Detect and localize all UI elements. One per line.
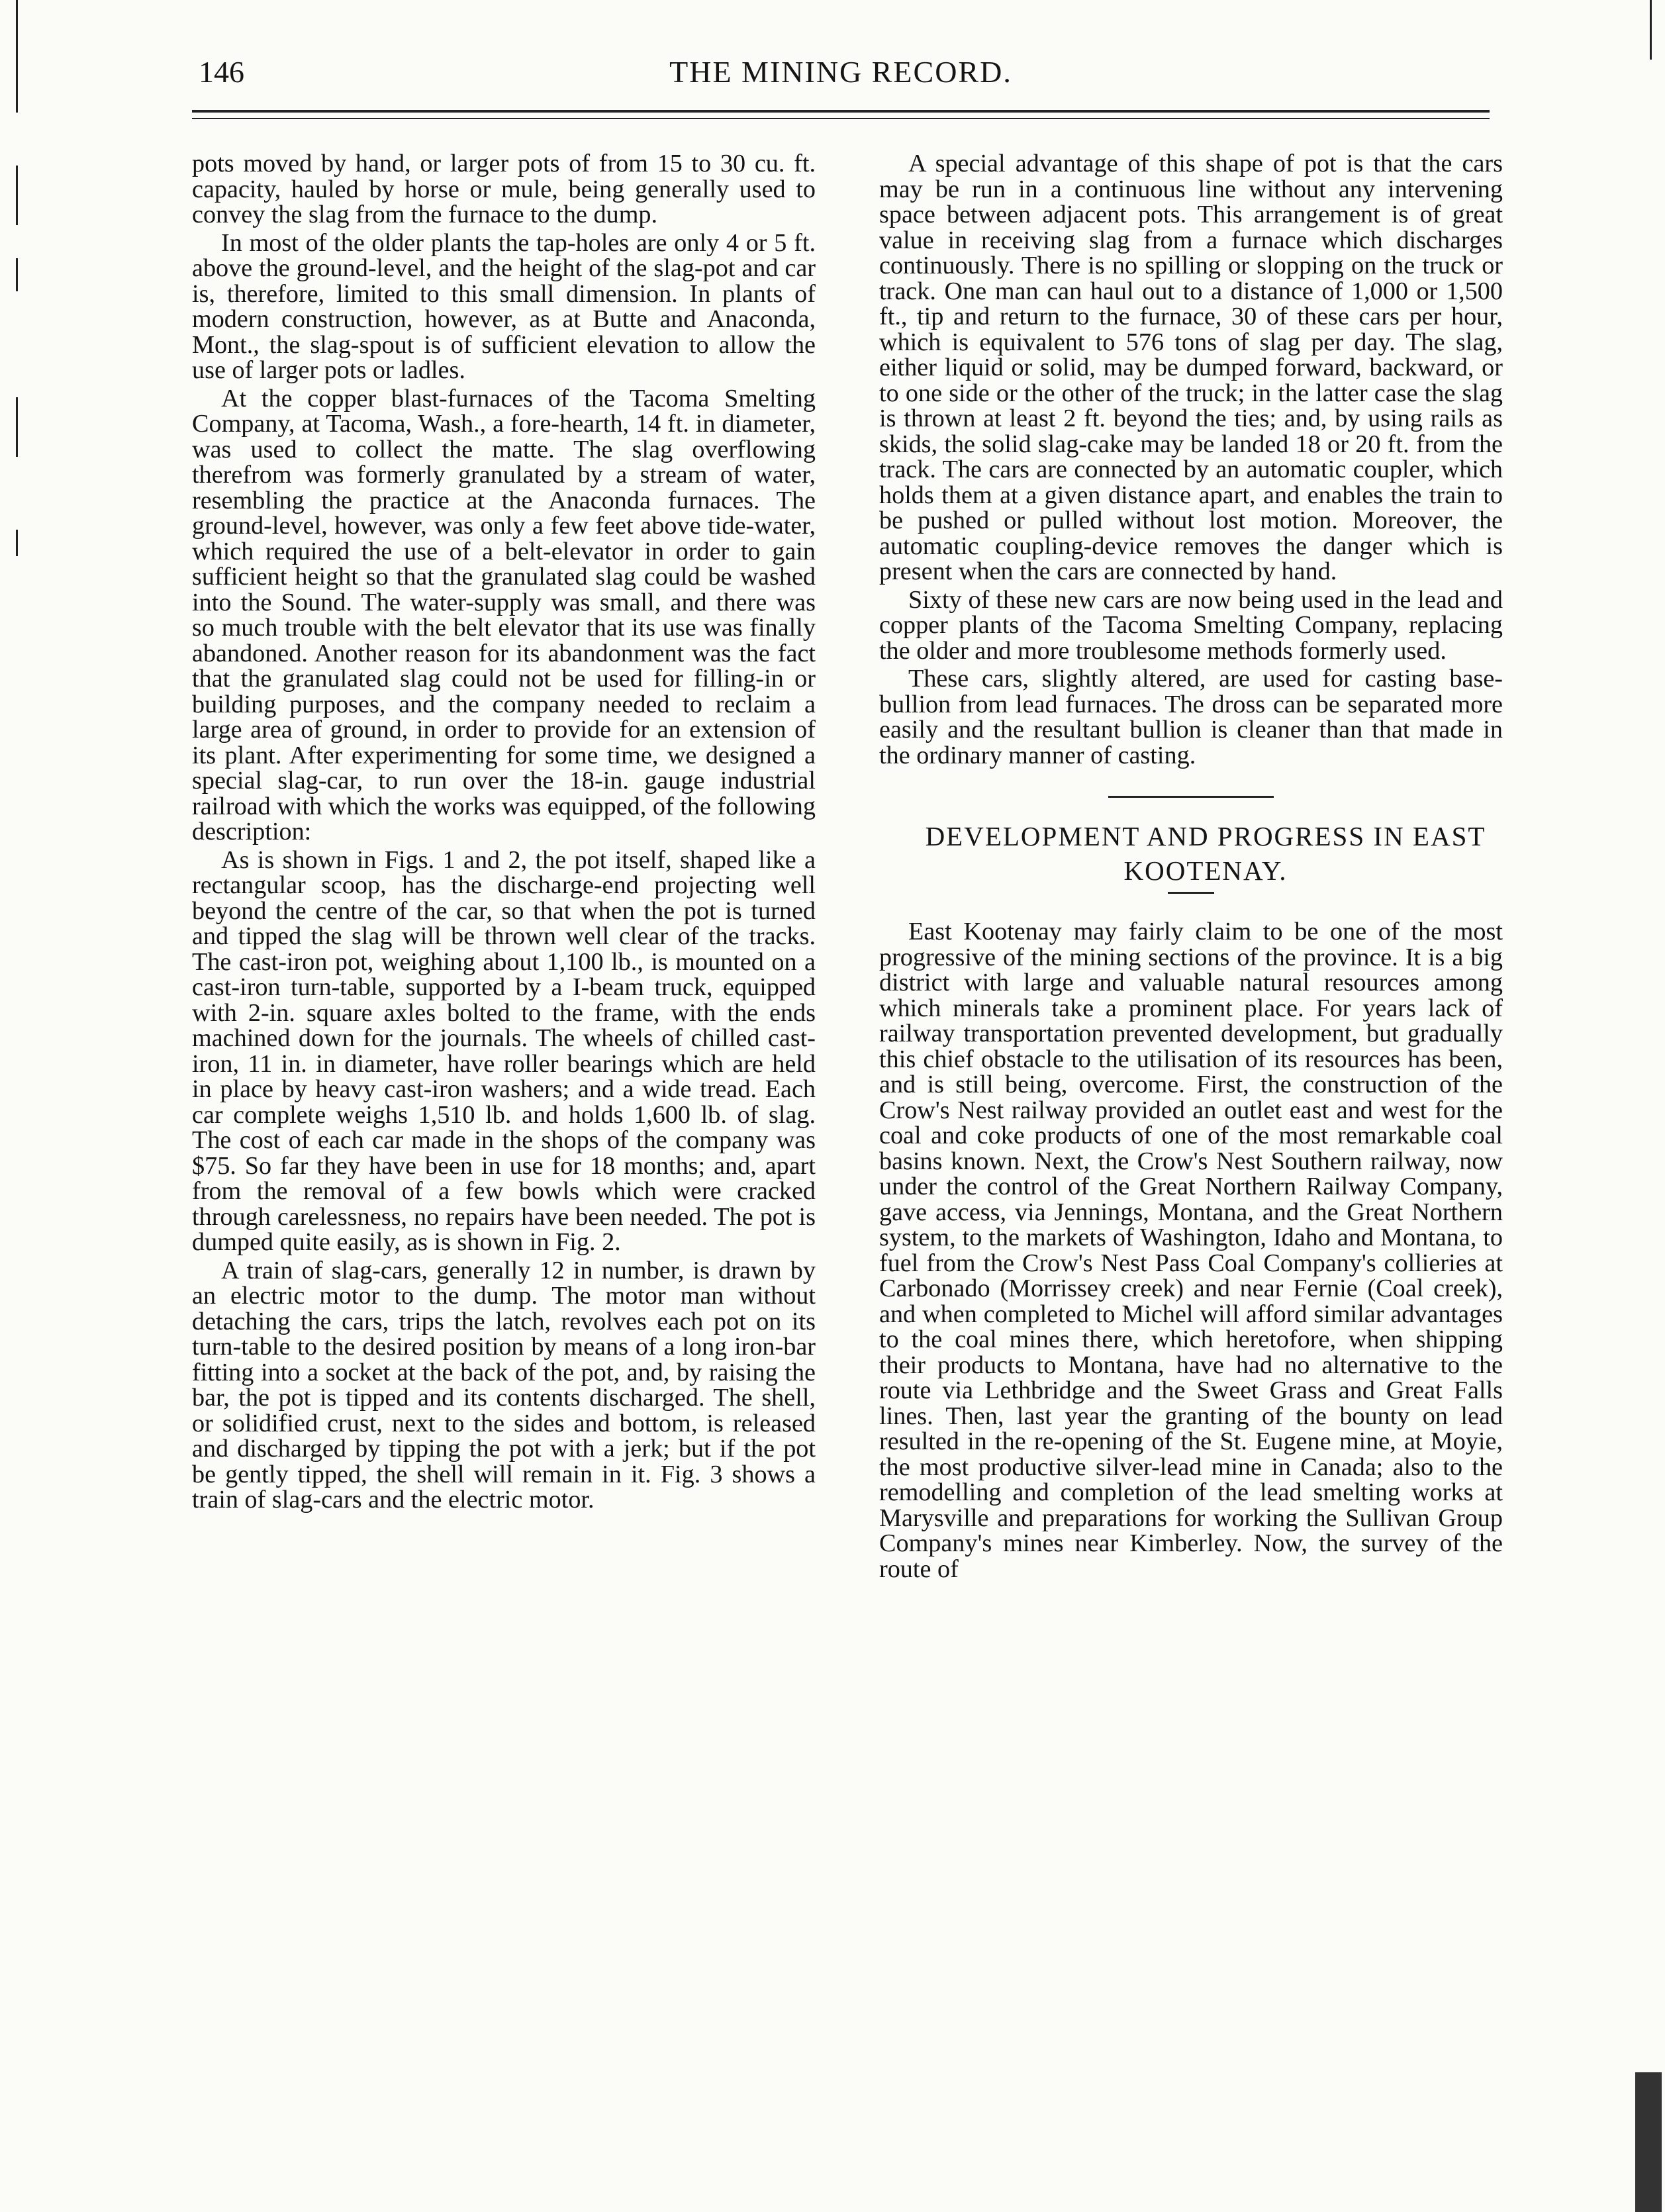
heading-underline: [1168, 892, 1214, 894]
section-divider: [1108, 796, 1274, 798]
right-column: [879, 151, 1503, 1584]
scan-margin-mark-right: [1650, 0, 1652, 60]
paragraph: East Kootenay may fairly claim to be one of the most progressive of the mining sections of the province. It is a big district with large and valuable natural resources among which minerals take a prominent place. For years lack of railway transportation prevented development, but gradually this chief obstacle to the utilisation of its resources has been, and is still being, overcome. First, the construction of the Crow's Nest railway provided an outlet east and west for the coal and coke products of one of the most remarkable coal basins known. Next, the Crow's Nest Southern railway, now under the control of the Great Northern Railway Company, gave access, via Jennings, Montana, and the Great Northern system, to the markets of Washington, Idaho and Montana, to fuel from the Crow's Nest Pass Coal Company's collieries at Carbonado (Morrissey creek) and near Fernie (Coal creek), and when completed to Michel will afford similar advantages to the coal mines there, which heretofore, when shipping their products to Montana, have had no alternative to the route via Lethbridge and the Sweet Grass and Great Falls lines. Then, last year the granting of the bounty on lead resulted in the re-opening of the St. Eugene mine, at Moyie, the most productive silver-lead mine in Canada; also to the remodelling and completion of the lead smelting works at Marysville and preparations for working the Sullivan Group Company's mines near Kimberley. Now, the survey of the route of: [879, 918, 1503, 1583]
paragraph: These cars, slightly altered, are used for casting base-bullion from lead furnaces. The dross can be separated more easily and the resultant bullion is cleaner than that made in the ordinary manner of casting.: [879, 665, 1503, 769]
paragraph: In most of the older plants the tap-holes are only 4 or 5 ft. above the ground-level, and the height of the slag-pot and car is, therefore, limited to this small dimension. In plants of modern construction, however, as at Butte and Anaconda, Mont., the slag-spout is of sufficient elevation to allow the use of larger pots or ladles.: [192, 228, 816, 384]
paragraph: A train of slag-cars, generally 12 in number, is drawn by an electric motor to the dump. The motor man without detaching the cars, trips the latch, revolves each pot on its turn-table to the desired position by means of a long iron-bar fitting into a socket at the back of the pot, and, by raising the bar, the pot is tipped and its contents discharged. The shell, or solidified crust, next to the sides and bottom, is released and discharged by tipping the pot with a jerk; but if the pot be gently tipped, the shell will remain in it. Fig. 3 shows a train of slag-cars and the electric motor.: [192, 1256, 816, 1514]
scan-margin-mark-left: [16, 530, 18, 556]
page-number: 146: [199, 55, 244, 89]
paragraph: A special advantage of this shape of pot is that the cars may be run in a continuous line without any intervening space between adjacent pots. This arrangement is of great value in receiving slag from a furnace which discharges continuously. There is no spilling or slopping on the truck or track. One man can haul out to a distance of 1,000 or 1,500 ft., tip and return to the furnace, 30 of these cars per hour, which is equivalent to 576 tons of slag per day. The slag, either liquid or solid, may be dumped forward, backward, or to one side or the other of the truck; in the latter case the slag is thrown at least 2 ft. beyond the ties; and, by using rails as skids, the solid slag-cake may be landed 18 or 20 ft. from the track. The cars are connected by an automatic coupler, which holds them at a given distance apart, and enables the train to be pushed or pulled without lost motion. Moreover, the automatic coupling-device removes the danger which is present when the cars are connected by hand.: [879, 150, 1503, 585]
paragraph: Sixty of these new cars are now being used in the lead and copper plants of the Tacoma Smelting Company, replacing the older and more troublesome methods formerly used.: [879, 585, 1503, 665]
header-rule: [192, 110, 1490, 113]
left-column: [192, 151, 816, 1515]
header-rule: [192, 118, 1490, 119]
section-heading: KOOTENAY.: [1123, 855, 1288, 886]
scan-margin-mark-left: [16, 166, 18, 225]
paragraph: As is shown in Figs. 1 and 2, the pot itself, shaped like a rectangular scoop, has the discharge-end projecting well beyond the centre of the car, so that when the pot is turned and tipped the slag will be thrown well clear of the tracks. The cast-iron pot, weighing about 1,100 lb., is mounted on a cast-iron turn-table, supported by a I-beam truck, equipped with 2-in. square axles bolted to the frame, with the ends machined down for the journals. The wheels of chilled cast-iron, 11 in. in diameter, have roller bearings which are held in place by heavy cast-iron washers; and a wide tread. Each car complete weighs 1,510 lb. and holds 1,600 lb. of slag. The cost of each car made in the shops of the company was $75. So far they have been in use for 18 months; and, apart from the removal of a few bowls which were cracked through carelessness, no repairs have been needed. The pot is dumped quite easily, as is shown in Fig. 2.: [192, 845, 816, 1256]
running-title: THE MINING RECORD.: [669, 55, 1012, 89]
page-header: [192, 54, 1490, 107]
paragraph: At the copper blast-furnaces of the Tacoma Smelting Company, at Tacoma, Wash., a fore-hearth, 14 ft. in diameter, was used to collect the matte. The slag overflowing therefrom was formerly granulated by a stream of water, resembling the practice at the Anaconda furnaces. The ground-level, however, was only a few feet above tide-water, which required the use of a belt-elevator in order to gain sufficient height so that the granulated slag could be washed into the Sound. The water-supply was small, and there was so much trouble with the belt elevator that its use was finally abandoned. Another reason for its abandonment was the fact that the granulated slag could not be used for filling-in or building purposes, and the company needed to reclaim a large area of ground, in order to provide for an extension of its plant. After experimenting for some time, we designed a special slag-car, to run over the 18-in. gauge industrial railroad with which the works was equipped, of the following description:: [192, 384, 816, 845]
scan-margin-mark-left: [16, 258, 18, 291]
paragraph: pots moved by hand, or larger pots of from 15 to 30 cu. ft. capacity, hauled by horse or mule, being generally used to convey the slag from the furnace to the dump.: [192, 150, 816, 228]
scan-margin-mark-left: [16, 0, 18, 113]
scan-margin-mark-left: [16, 397, 18, 457]
section-heading: DEVELOPMENT AND PROGRESS IN EAST: [925, 821, 1486, 851]
scan-margin-mark-right: [1635, 2072, 1662, 2212]
